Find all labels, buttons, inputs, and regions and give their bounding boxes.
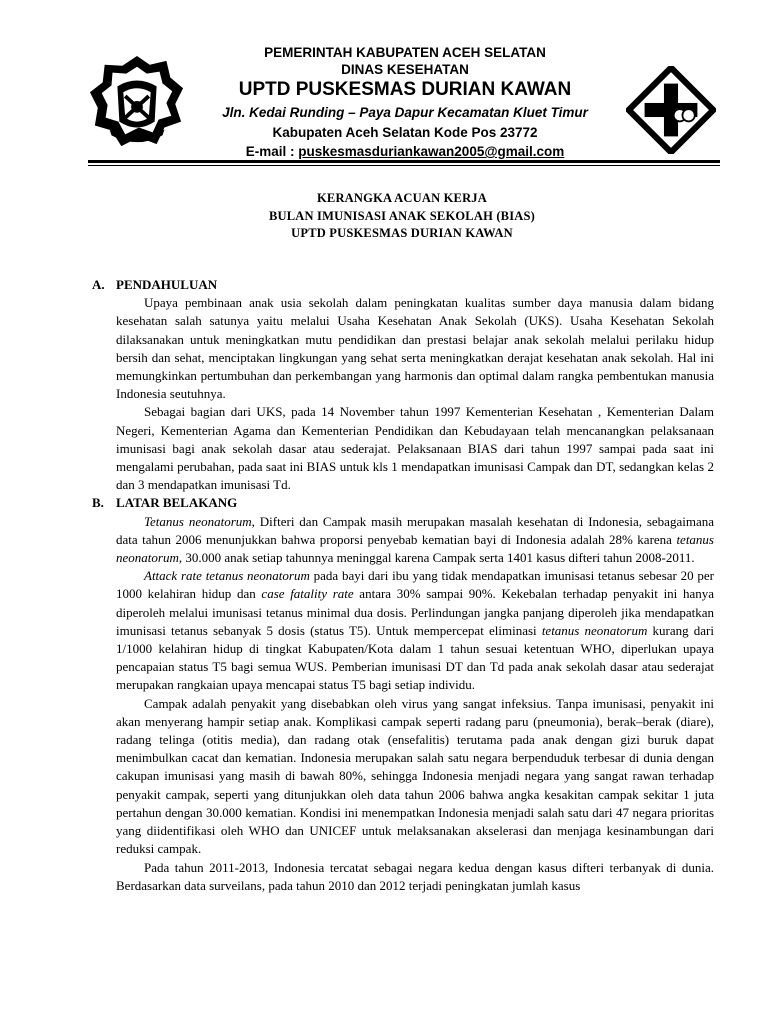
- document-title: [100, 190, 704, 243]
- paragraph: Tetanus neonatorum, Difteri dan Campak masih merupakan masalah kesehatan di Indonesia, sebagaimana data tahun 2006 menunjukkan bahwa proporsi penyebab kematian bayi di Indonesia adalah 28% karena tetanus neonatorum, 30.000 anak setiap tahunnya meninggal karena Campak serta 1401 kasus difteri tahun 2008-2011.: [116, 513, 714, 566]
- paragraph: Pada tahun 2011-2013, Indonesia tercatat sebagai negara kedua dengan kasus difteri terbanyak di dunia. Berdasarkan data surveilans, pada tahun 2010 dan 2012 terjadi peningkatan jumlah kasus: [116, 859, 714, 893]
- paragraph: Sebagai bagian dari UKS, pada 14 November tahun 1997 Kementerian Kesehatan , Kementerian Dalam Negeri, Kementerian Agama dan Kementerian Pendidikan dan Kebudayaan telah mencanangkan pelaksanaan imunisasi bagi anak sekolah dasar atau sederajat. Pelaksanaan BIAS dari tahun 1997 sampai pada saat ini mengalami perubahan, pada saat ini BIAS untuk kls 1 mendapatkan imunisasi Campak dan DT, sedangkan kelas 2 dan 3 mendapatkan imunisasi Td.: [116, 404, 714, 493]
- address: Jln. Kedai Runding – Paya Dapur Kecamatan Kluet Timur: [222, 105, 588, 120]
- email-link[interactable]: puskesmasduriankawan2005@gmail.com: [298, 144, 565, 159]
- government-name: PEMERINTAH KABUPATEN ACEH SELATAN: [264, 45, 546, 60]
- document-body: [92, 276, 714, 895]
- institution-name: UPTD PUSKESMAS DURIAN KAWAN: [238, 79, 572, 100]
- paragraph: Attack rate tetanus neonatorum pada bayi dari ibu yang tidak mendapatkan imunisasi tetanus sebesar 20 per 1000 kelahiran hidup dan case fatality rate antara 30% sampai 90%. Kekebalan terhadap penyakit ini hanya diperoleh melalui imunisasi tetanus minimal dua dosis. Perlindungan jangka panjang diperoleh jika mendapatkan imunisasi tetanus sebanyak 5 dosis (status T5). Untuk mempercepat eliminasi tetanus neonatorum kurang dari 1/1000 kelahiran hidup di tingkat Kabupaten/Kota dalam 1 tahun sesuai ketentuan WHO, diperlukan upaya pencapaian status T5 bagi semua WUS. Pemberian imunisasi DT dan Td pada anak sekolah dasar atau sederajat merupakan rangkaian upaya mencapai status T5 bagi setiap individu.: [116, 568, 714, 693]
- email-line: [190, 142, 620, 161]
- puskesmas-logo-icon: [626, 66, 716, 154]
- section-heading-latar-belakang: B. LATAR BELAKANG: [92, 495, 238, 511]
- district-emblem-icon: [88, 52, 186, 152]
- paragraph: Campak adalah penyakit yang disebabkan oleh virus yang sangat infeksius. Tanpa imunisasi, penyakit ini akan menyerang hampir setiap anak. Komplikasi campak seperti radang paru (pneumonia), berak–berak (diare), radang telinga (otitis media), dan radang otak (ensefalitis) terutama pada anak dengan gizi buruk dapat menimbulkan cacat dan kematian. Indonesia merupakan salah satu negara berpenduduk terbesar di dunia dengan cakupan imunisasi yang masih di bawah 80%, sehingga Indonesia menjadi negara yang sangat rawan terhadap penyakit campak, seperti yang ditunjukkan oleh data tahun 2006 bahwa angka kesakitan campak sekitar 1 juta pertahun dengan 30.000 kematian. Kondisi ini menempatkan Indonesia menjadi salah satu dari 47 negara prioritas yang diidentifikasi oleh WHO dan UNICEF untuk melaksanakan akselerasi dan menjaga kesinambungan dari reduksi campak.: [116, 695, 714, 857]
- section-heading-pendahuluan: A. PENDAHULUAN: [92, 277, 218, 292]
- letterhead: [0, 0, 768, 180]
- letterhead-rule-thin: [88, 165, 720, 166]
- title-line-1: KERANGKA ACUAN KERJA: [317, 191, 487, 205]
- email-label: E-mail :: [245, 144, 299, 159]
- letterhead-rule-thick: [88, 160, 720, 163]
- letterhead-text: [190, 44, 620, 161]
- paragraph: Upaya pembinaan anak usia sekolah dalam peningkatan kualitas sumber daya manusia dalam bidang kesehatan salah satunya yaitu melalui Usaha Kesehatan Anak Sekolah (UKS). Usaha Kesehatan Sekolah dilaksanakan untuk meningkatkan mutu pendidikan dan prestasi belajar anak sekolah melalui perilaku hidup bersih dan sehat, menciptakan lingkungan yang sehat serta meningkatkan derajat kesehatan anak sekolah. Hal ini memungkinkan pertumbuhan dan perkembangan yang harmonis dan optimal dalam rangka pembentukan manusia Indonesia seutuhnya.: [116, 295, 714, 402]
- title-line-2: BULAN IMUNISASI ANAK SEKOLAH (BIAS): [268, 208, 536, 223]
- title-line-3: UPTD PUSKESMAS DURIAN KAWAN: [291, 226, 513, 240]
- city-postcode: Kabupaten Aceh Selatan Kode Pos 23772: [272, 125, 538, 140]
- agency-name: DINAS KESEHATAN: [341, 62, 469, 77]
